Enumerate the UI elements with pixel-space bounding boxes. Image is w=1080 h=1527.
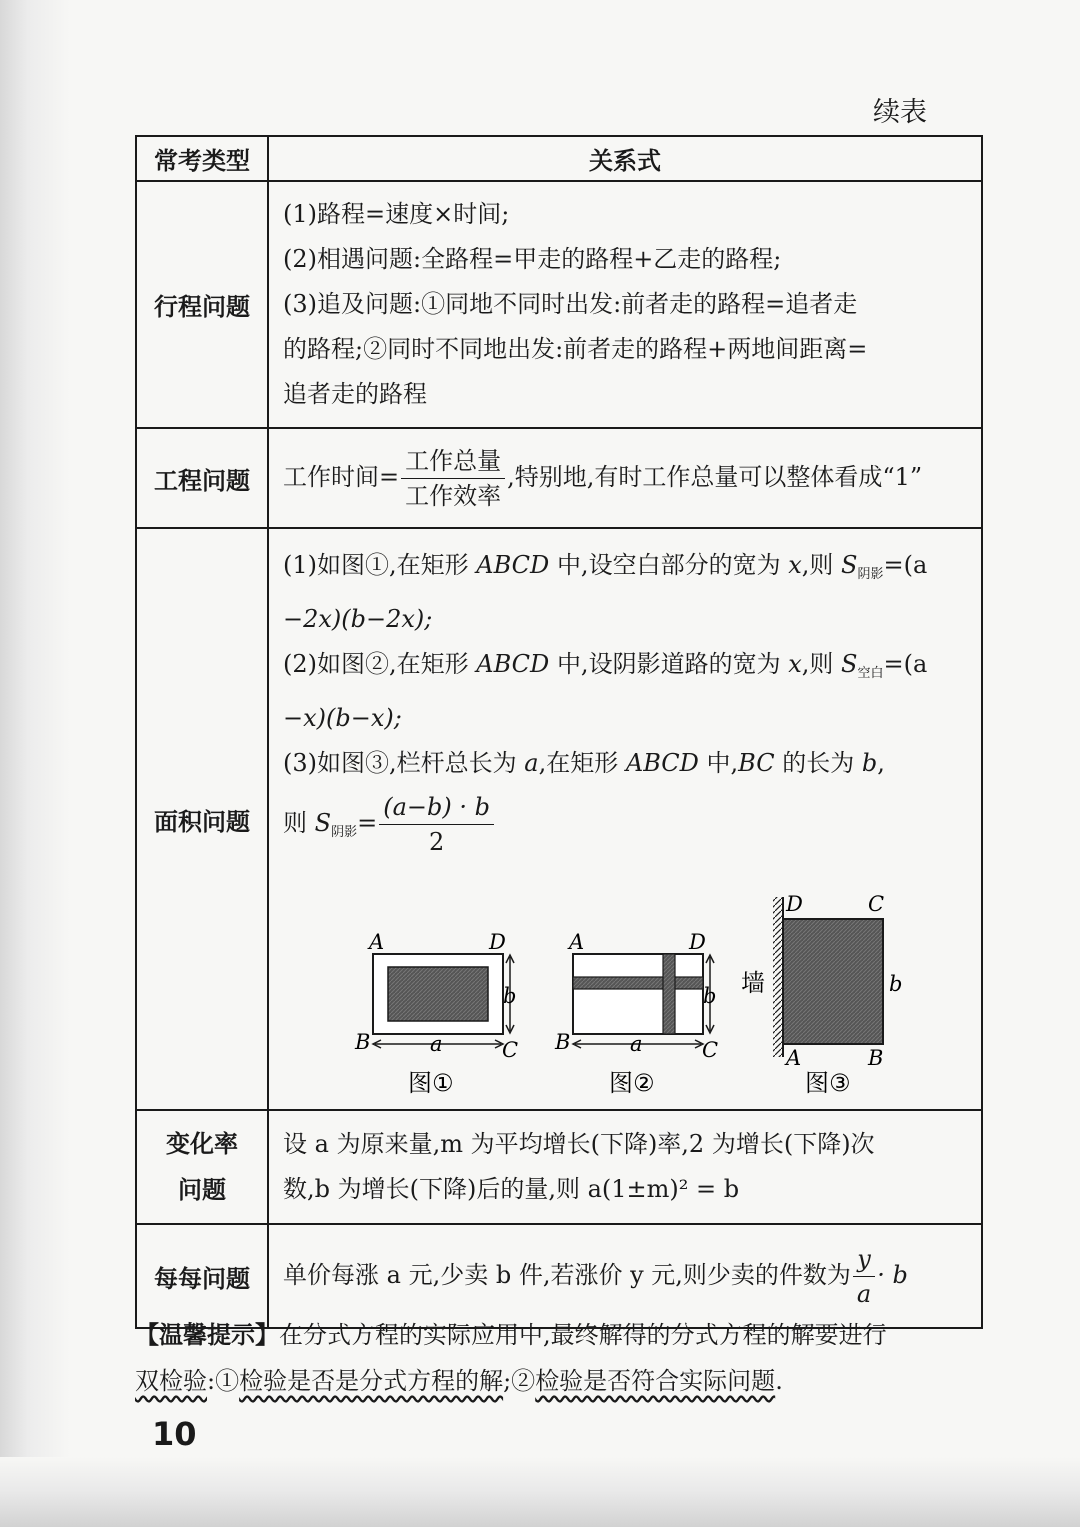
each-text: 单价每涨 a 元,少卖 b 件,若涨价 y 元,则少卖的件数为 <box>283 1260 851 1289</box>
fig3-C: C <box>868 892 885 916</box>
formula-table <box>135 135 983 1329</box>
travel-line-1: (1)路程=速度×时间; <box>283 200 510 228</box>
warm-tip: 【温馨提示】在分式方程的实际应用中,最终解得的分式方程的解要进行 双检验:①检验是否是分式方程的解;②检验是否符合实际问题. <box>135 1321 887 1395</box>
fig3-D: D <box>786 892 803 916</box>
row-content-rate <box>268 1110 982 1224</box>
table-header-row <box>136 136 982 181</box>
fig2-b: b <box>703 984 717 1008</box>
fig2-B: B <box>555 1030 571 1054</box>
fig1-A: A <box>369 930 385 954</box>
area-figures <box>283 869 973 1099</box>
fig3-wall-label: 墙 <box>741 969 765 997</box>
travel-line-2: (2)相遇问题:全路程=甲走的路程+乙走的路程; <box>283 245 782 273</box>
row-label-travel: 行程问题 <box>136 181 268 428</box>
area-line-5: (3)如图③,栏杆总长为 a,在矩形 ABCD 中,BC 的长为 b, <box>283 749 885 777</box>
figure-1 <box>354 930 518 1097</box>
row-label-area: 面积问题 <box>136 528 268 1110</box>
area-line-3: (2)如图②,在矩形 ABCD 中,设阴影道路的宽为 x,则 $S_{空白}=(a$ <box>283 650 928 681</box>
area-fraction: $\frac{(a-b) \cdot b}{2}$ <box>379 790 494 859</box>
fig2-A: A <box>569 930 585 954</box>
work-post: ,特别地,有时工作总量可以整体看成“1” <box>507 462 923 491</box>
header-relation: 关系式 <box>268 136 982 181</box>
table-row-travel <box>136 181 982 428</box>
travel-line-3: (3)追及问题:①同地不同时出发:前者走的路程=追者走 <box>283 290 858 318</box>
figure-3 <box>741 892 902 1097</box>
figure-2 <box>554 930 718 1097</box>
table-row-work <box>136 428 982 528</box>
row-label-each: 每每问题 <box>136 1224 268 1328</box>
tip-text: 在分式方程的实际应用中,最终解得的分式方程的解要进行 <box>279 1321 887 1349</box>
fig2-road-h <box>573 977 703 989</box>
fig1-shaded <box>388 967 488 1021</box>
fig1-a: a <box>430 1032 443 1056</box>
header-type: 常考类型 <box>136 136 268 181</box>
fig3-A: A <box>786 1046 802 1070</box>
row-content-work <box>268 428 982 528</box>
fig3-b: b <box>889 972 903 996</box>
rate-line-2: 数,b 为增长(下降)后的量,则 a(1±m)² = b <box>283 1175 740 1203</box>
tip-tag: 【温馨提示】 <box>135 1321 279 1349</box>
tip-check-1: 检验是否是分式方程的解 <box>239 1367 504 1395</box>
work-pre: 工作时间= <box>283 462 400 491</box>
fig3-B: B <box>868 1046 884 1070</box>
page-number: 10 <box>152 1415 197 1453</box>
area-line-6: 则 $S_{阴影}=$ $\frac{(a-b) \cdot b}{2}$ <box>283 790 971 859</box>
work-fraction-num: 工作总量 <box>401 444 505 479</box>
fig2-a: a <box>630 1032 643 1056</box>
fig1-b: b <box>503 984 517 1008</box>
row-content-travel <box>268 181 982 428</box>
tip-check-2: 检验是否符合实际问题 <box>535 1367 776 1395</box>
fig2-D: D <box>689 930 706 954</box>
fig1-D: D <box>489 930 506 954</box>
continued-label: 续表 <box>873 97 927 128</box>
area-line-2: −2x)(b−2x); <box>283 605 433 633</box>
page-edge-shadow <box>0 0 70 1527</box>
fig1-caption: 图① <box>408 1069 454 1097</box>
tip-double-check: 双检验 <box>135 1367 207 1395</box>
fig3-shaded <box>783 919 883 1044</box>
fig3-wall <box>773 897 783 1057</box>
fig2-road-v <box>663 954 675 1034</box>
fig2-rect <box>573 954 703 1034</box>
table-row-area <box>136 528 982 1110</box>
each-post: · b <box>877 1260 908 1289</box>
row-content-area <box>268 528 982 1110</box>
fig1-C: C <box>502 1038 519 1062</box>
fig2-caption: 图② <box>609 1069 655 1097</box>
fig3-caption: 图③ <box>805 1069 851 1097</box>
travel-line-4: 的路程;②同时不同地出发:前者走的路程+两地间距离= <box>283 335 868 363</box>
area-line-4: −x)(b−x); <box>283 704 402 732</box>
work-fraction-den: 工作效率 <box>405 481 502 510</box>
row-label-rate: 变化率 问题 <box>136 1110 268 1224</box>
area-line-1: (1)如图①,在矩形 ABCD 中,设空白部分的宽为 x,则 $S_{阴影}=(a$ <box>283 551 928 582</box>
fig1-B: B <box>355 1030 371 1054</box>
row-label-work: 工程问题 <box>136 428 268 528</box>
each-fraction: $\frac{y}{a}$ <box>853 1242 875 1311</box>
rate-line-1: 设 a 为原来量,m 为平均增长(下降)率,2 为增长(下降)次 <box>283 1130 875 1158</box>
fig2-C: C <box>702 1038 719 1062</box>
travel-line-5: 追者走的路程 <box>283 380 427 408</box>
page-bottom-shadow <box>0 1457 1080 1527</box>
work-fraction <box>401 444 505 513</box>
table-row-rate <box>136 1110 982 1224</box>
